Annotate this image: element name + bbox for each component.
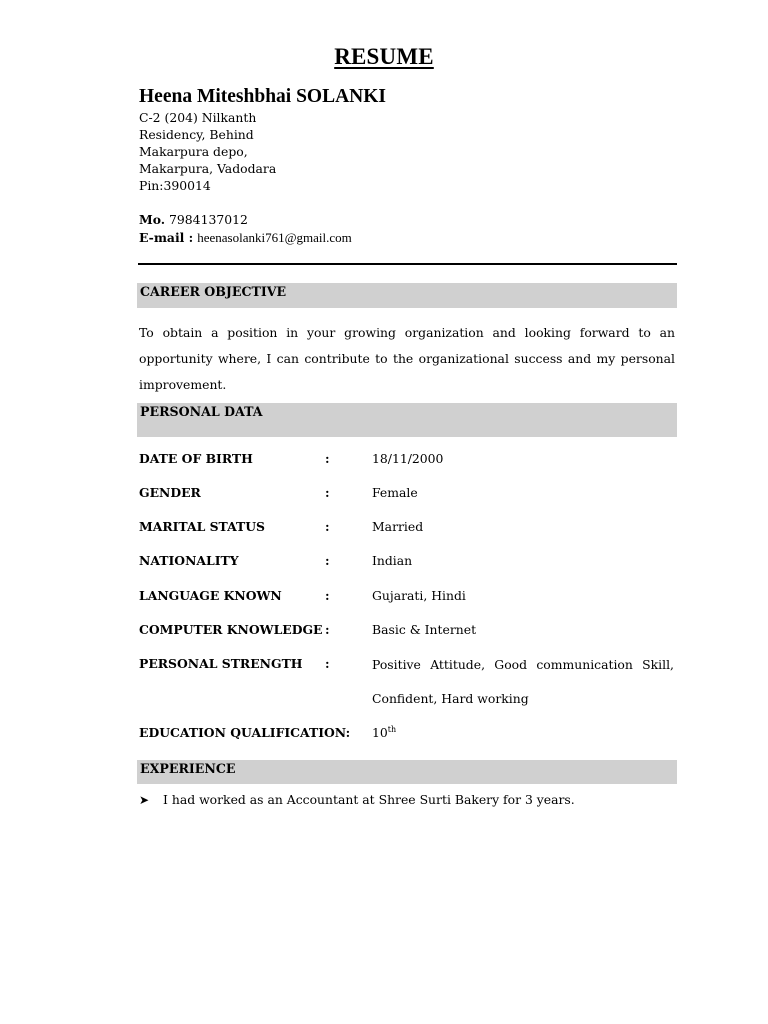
career-objective-text: To obtain a position in your growing organization and looking forward to an opportunity where, I can contribute to the organizational success and my personal improvement. [139,325,675,392]
ordinal-suffix: th [387,725,397,734]
email-label: E-mail : [139,229,194,245]
personal-row-computer-knowledge [139,622,679,640]
experience-heading [137,760,677,784]
mobile-line [139,211,352,229]
experience-item [139,792,575,807]
address-line: Makarpura depo, [139,144,248,160]
field-separator: : [325,519,330,534]
field-label: DATE OF BIRTH [139,451,253,466]
field-label: LANGUAGE KNOWN [139,588,282,603]
field-separator: : [325,485,330,500]
resume-title: RESUME [334,44,434,69]
mobile-label: Mo. [139,212,166,227]
field-label: PERSONAL STRENGTH [139,656,303,671]
field-value: Basic & Internet [372,622,477,637]
address-line: C-2 (204) Nilkanth [139,110,257,125]
field-label: MARITAL STATUS [139,519,266,534]
field-value: Positive Attitude, Good communication Skill, Confident, Hard working [372,657,674,706]
section-title: PERSONAL DATA [140,404,263,419]
candidate-name: Heena Miteshbhai SOLANKI [139,86,387,107]
field-value: 18/11/2000 [372,451,444,466]
field-separator: : [325,553,330,568]
header-divider [138,263,677,265]
field-label: GENDER [139,485,201,500]
field-value: Gujarati, Hindi [372,588,466,603]
email-line [139,229,352,247]
field-value: Married [372,519,424,534]
email-address: heenasolanki761@gmail.com [197,229,352,245]
experience-text: I had worked as an Accountant at Shree Surti Bakery for 3 years. [163,792,575,807]
field-separator: : [325,451,330,466]
section-title: EXPERIENCE [140,761,236,776]
field-value [372,725,396,740]
field-label: COMPUTER KNOWLEDGE [139,622,323,637]
field-separator: : [325,588,330,603]
field-label: NATIONALITY [139,553,239,568]
address-line: Makarpura, Vadodara [139,161,277,177]
education-level: 10 [372,725,388,740]
personal-row-marital-status [139,519,679,537]
personal-row-gender [139,485,679,503]
personal-row-nationality [139,553,679,571]
personal-row-dob [139,451,679,469]
personal-row-language [139,588,679,606]
field-value: Female [372,485,418,500]
section-title: CAREER OBJECTIVE [140,284,287,299]
field-value: Indian [372,553,413,568]
address-line: Residency, Behind [139,127,254,143]
mobile-number: 7984137012 [169,212,248,227]
address-block [139,109,276,194]
address-line: Pin:390014 [139,178,211,194]
arrow-bullet-icon: ➤ [139,793,150,807]
personal-data-heading [137,403,677,437]
personal-row-education [139,725,679,743]
field-separator: : [325,656,330,671]
career-objective-heading [137,283,677,308]
contact-block [139,211,352,246]
field-label: EDUCATION QUALIFICATION: [139,725,351,740]
field-separator: : [325,622,330,637]
personal-row-strength [139,656,679,706]
